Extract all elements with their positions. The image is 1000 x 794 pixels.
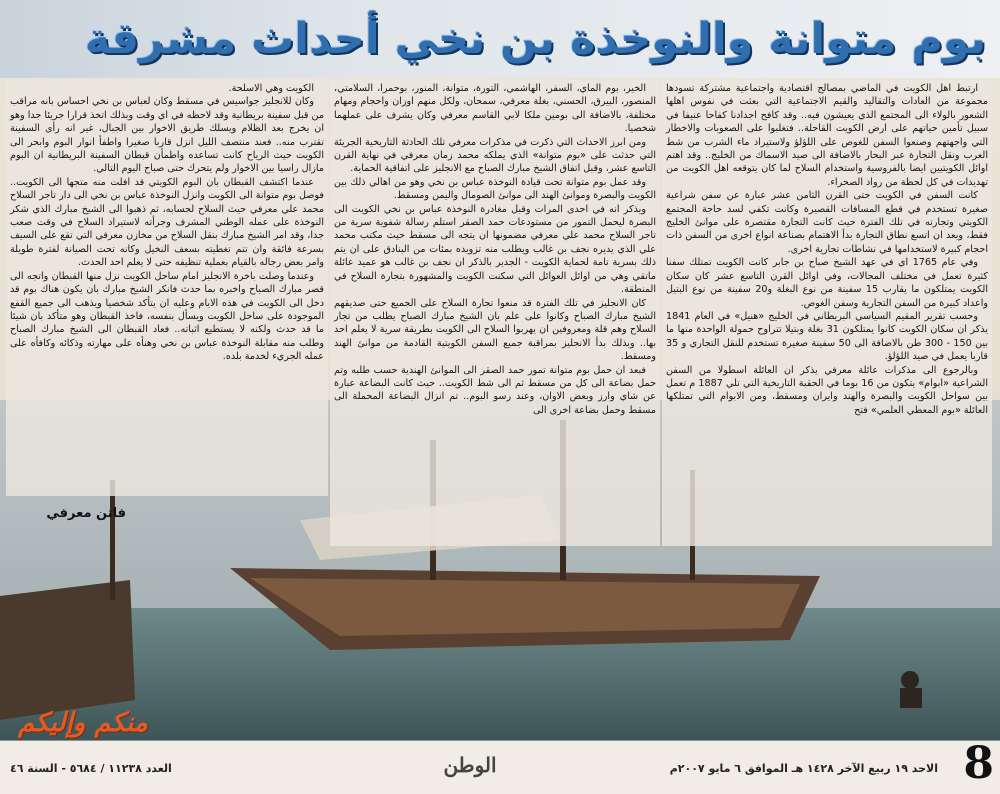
paragraph: وكان للانجليز جواسيس في مسقط وكان لعباس بن نخي احساس بانه مراقب من قبل سفينة بريطانية وقد لاحظه في اي وقت وبذلك اتخذ قرارا جريئا جدا وهو ان يخرج بعد الظلام ويسلك طريق الاخوار بين الجبال، غير انه رأى السفينة تقترب منه.. فعند منتصف الليل انزل قاربا صغيرا واطفأ انوار البوم وابحر الى الكويت حيث الرياح كانت تساعده واطمأن قبطان السفينة البريطانية ان البوم مازال راسيا بين الاخوار ولم يتحرك حتى صباح اليوم التالي. (10, 96, 324, 175)
newspaper-masthead: الوطن (443, 753, 497, 777)
paragraph: وفي عام 1765 اي في عهد الشيخ صباح بن جابر كانت الكويت تمتلك سفنا كثيرة تعمل في مختلف المجالات، وفي اوائل القرن التاسع عشر كان سكان الكويت يمتلكون ما يقارب 15 سفينة من نوع البغلة و20 سفينة من نوع البتيل واعداد كبيرة من السفن التجارية وسفن الغوص. (666, 257, 988, 309)
paragraph: وقد عمل بوم متوانة تحت قيادة النوخذة عباس بن نخي وهو من اهالي ذلك بين الكويت والبصرة وموانئ الهند الى موانئ الصومال واليمن ومسقط. (334, 176, 656, 202)
section-logo: منكم وإليكم (18, 708, 148, 738)
paragraph: وعندما وصلت باخرة الانجليز امام ساحل الكويت نزل منها القبطان واتجه الى قصر مبارك الصباح واخبره بما حدث فانكر الشيخ مبارك بان يكون هناك بوم قد دخل الى الكويت في هذه الايام وعليه ان يتأكد شخصيا ويذهب الى جميع القفع الموجودة على ساحل الكويت ويسأل بنفسه، فاخذ القبطان وهو متأكد بان شيئا ما قد حدث ولكنه لا يستطيع اثباته.. فعاد القبطان الى الشيخ مبارك الصباح وطلب منه مقابلة النوخذة عباس بن نخي وهنأه على مهارته وذكائه وكافأه على عمله الجريء لخدمة بلده. (10, 270, 324, 363)
issue-number: العدد ١١٢٣٨ / ٥٦٨٤ - السنة ٤٦ (10, 762, 172, 775)
paragraph: وحسب تقرير المقيم السياسي البريطاني في الخليج «هنيل» في العام 1841 يذكر ان سكان الكويت كانوا يمتلكون 31 بغلة وبتيلا تتراوح حمولة الواحدة منها ما بين 150 - 300 طن بالاضافة الى 50 سفينة صغيرة تستخدم للنقل التجاري و 35 قاربا يعمل في صيد اللؤلؤ. (666, 310, 989, 363)
paragraph: كانت السفن في الكويت حتى القرن الثامن عشر عبارة عن سفن شراعية صغيرة تستخدم في قطع المسافات القصيرة وكانت تكفي لسد حاجة المجتمع الكويتي وتجارته في تلك الفترة حيث كانت التجارة مقتصرة على موانئ الخليج فقط، وبعد ان اتسع نطاق التجارة بدأ الاهتمام بصناعة انواع اخرى من السفن ذات احجام كبيرة لاستخدامها في نشاطات تجارية اخرى. (666, 190, 988, 255)
paragraph: ويذكر انه في احدى المرات وقبل مغادرة النوخذة عباس بن نخي الكويت الى البصرة ليحمل التمور من مستودعات حمد الصقر استلم رسالة شفوية سرية من تاجر السلاح محمد علي معرفي مضمونها ان يتجه الى مسقط حيث مكتب محمد علي الذي يديره نجف بن غالب ويطلب منه تزويده بمئات من البنادق على ان يتم ذلك بسرية تامة لحماية الكويت - الجدير بالذكر ان نجف بن غالب هو عميد عائلة ماتقي وهي من اوائل العوائل التي سكنت الكويت والمشهورة بتجارة السلاح في المنطقة. (334, 203, 656, 296)
headline: بوم متوانة والنوخذة بن نخي أحداث مشرقة (84, 14, 986, 64)
paragraph: عندما اكتشف القبطان بان البوم الكويتي قد افلت منه متجها الى الكويت.. فوصل بوم متوانة الى الكويت وانزل النوخذة عباس بن نخي الى دار تاجر السلاح محمد علي معرفي حيث السلاح لحسابه، ثم ذهبوا الى الشيخ مبارك الذي شكر النوخذة على عمله الوطني المشرف وجرأته لاستيراد السلاح في وقت صعب جدا، وقد امر الشيخ مبارك بنقل السلاح من مخازن معرفي التي تقع على السيف بسرعة فائقة وان تتم تغطيته بسعف النخيل وكانه تحت الصيانة لفترة طويلة وامر بعض رجاله بالقيام بعملية تنظيفه حتى لا يعلم احد الحدث. (10, 176, 324, 269)
page-footer (0, 740, 1000, 794)
paragraph: فبعد ان حمل بوم متوانة تمور حمد الصقر الى الموانئ الهندية حسب طلبه وتم حمل بضاعة الى كل من مسقط ثم الى شط الكويت.. حيث كانت البضاعة عبارة عن شاي وارز وبعض الاوان، وعند رسو البوم.. تم انزال البضاعة المحملة الى مسقط وحمل بضاعة اخرى الى (334, 364, 656, 416)
page-number: 8 (963, 738, 994, 789)
article-column-right (666, 82, 988, 544)
paragraph: كان الانجليز في تلك الفترة قد منعوا تجارة السلاح على الجميع حتى صديقهم الشيخ مبارك الصباح وكانوا على علم بان الشيخ مبارك الصباح يطلب من تجار السلاح وهم قلة ومعروفين ان يهربوا السلاح الى الكويت بطريقة سرية لا يعلم احد بها.. وبذلك بدأ الانجليز بمراقبة جميع السفن الكويتية القادمة من موانئ الهند ومسقط. (334, 297, 656, 363)
paragraph: ارتبط اهل الكويت في الماضي بمصالح اقتصادية واجتماعية مشتركة تسودها مجموعة من العادات والتقاليد والقيم الاجتماعية التي بعثت في نفوس اهلها الشعور بالولاء الى المجتمع الذي يعيشون فيه.. وقد كافح اجدادنا كفاحا عنيفا في سبيل تأمين حياتهم على ارض الكويت القاحلة.. فتغلبوا على الصعوبات والاخطار التي واجهتهم وصنعوا السفن للغوص على اللؤلؤ ولاستيراد ماء الشرب من شط العرب ونقل التجارة عبر البحار بالاضافة الى صيد الاسماك من الخليج.. وقد اهتم اوائل الكويتيين ايضا بالفروسية واستخدام السلاح لما كان يتوقعه اهل الكويت من تهديدات في كل لحظة من رواد الصحراء. (666, 83, 988, 188)
paragraph: الخير، بوم الماي، السفر، الهاشمي، التورة، متوانة، المنور، بوحمرا، السلامتي، المنصور، البيرق، الحسني، بغلة معرفي، سمحان، ولكل منهم اوزان واحجام ومهام مختلفة، بالاضافة الى بومين ملكا لابي القاسم معرفي وكان يشرف على عملهما شخصيا. (334, 83, 656, 135)
author-byline: فاتن معرفي (46, 506, 126, 521)
paragraph: وبالرجوع الى مذكرات عائلة معرفي يذكر ان العائلة اسطولا من السفن الشراعية «ابوام» يتكون من 16 بوما في الحقبة التاريخية التي تلي 1887 م تعمل بين سواحل الكويت والبصرة والهند وايران ومسقط، ومن الابوام التي تمتلكها العائلة «بوم المعطي العلمي» فتح (666, 364, 988, 416)
article-column-left (10, 82, 324, 492)
paragraph: الكويت وهي الاسلحة. (228, 83, 314, 94)
article-column-middle (334, 82, 656, 544)
issue-date: الاحد ١٩ ربيع الآخر ١٤٢٨ هـ الموافق ٦ مايو ٢٠٠٧م (669, 762, 938, 775)
paragraph: ومن ابرز الاحداث التي ذكرت في مذكرات معرفي تلك الحادثة التاريخية الجريئة التي حدثت على «بوم متوانة» الذي يملكه محمد زمان معرفي في نهاية القرن التاسع عشر، وقبل اتفاق الشيخ مبارك الصباح مع الانجليز على اتفاقية الحماية. (334, 136, 656, 175)
